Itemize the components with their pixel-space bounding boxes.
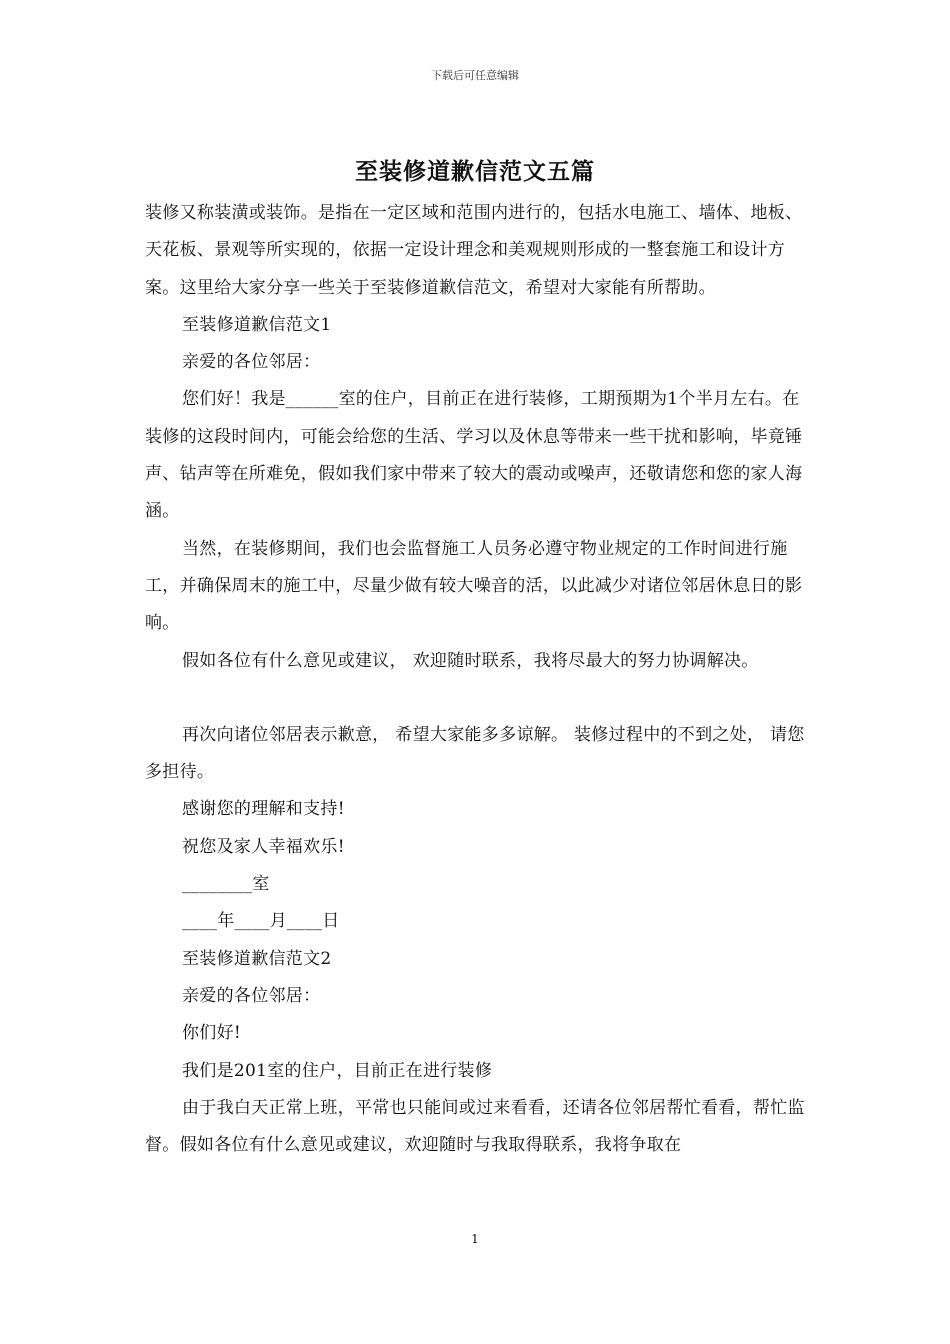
greeting: 亲爱的各位邻居： [182,985,321,1006]
paragraph: 我们是201室的住户，目前正在进行装修 [182,1060,493,1081]
closing-line: 感谢您的理解和支持! [182,799,345,820]
paragraph: 当然，在装修期间，我们也会监督施工人员务必遵守物业规定的工作时间进行施工，并确保周末的施工中，尽量少做有较大噪音的活，以此减少对诸位邻居休息日的影响。 [145,538,803,634]
document-title: 至装修道歉信范文五篇 [355,158,595,185]
closing-line: 祝您及家人幸福欢乐! [182,836,345,857]
paragraph: 您们好！我是______室的住户，目前正在进行装修，工期预期为1个半月左右。在装修的这段时间内，可能会给您的生活、学习以及休息等带来一些干扰和影响，毕竟锤声、钻声等在所难免，假如我们家中带来了较大的震动或噪声，还敬请您和您的家人海涵。 [145,389,803,522]
signature-room: ________室 [182,874,270,895]
document-body [145,195,810,1164]
greeting: 你们好! [182,1023,242,1044]
paragraph: 再次向诸位邻居表示歉意， 希望大家能多多谅解。 装修过程中的不到之处， 请您多担待。 [145,724,805,783]
page-number: 1 [471,1232,479,1246]
blank-line [145,680,810,717]
page-header: 下载后可任意编辑 [431,69,519,82]
section-heading-2: 至装修道歉信范文2 [182,948,332,969]
greeting: 亲爱的各位邻居： [182,352,321,373]
signature-date: ____年____月____日 [182,911,340,932]
paragraph: 由于我白天正常上班，平常也只能间或过来看看，还请各位邻居帮忙看看，帮忙监督。假如各位有什么意见或建议，欢迎随时与我取得联系，我将争取在 [145,1097,805,1156]
section-heading-1: 至装修道歉信范文1 [182,314,332,335]
intro-paragraph: 装修又称装潢或装饰。是指在一定区域和范围内进行的，包括水电施工、墙体、地板、天花板、景观等所实现的，依据一定设计理念和美观规则形成的一整套施工和设计方案。这里给大家分享一些关于至装修道歉信范文，希望对大家能有所帮助。 [145,203,803,298]
paragraph: 假如各位有什么意见或建议， 欢迎随时联系，我将尽最大的努力协调解决。 [182,650,759,671]
